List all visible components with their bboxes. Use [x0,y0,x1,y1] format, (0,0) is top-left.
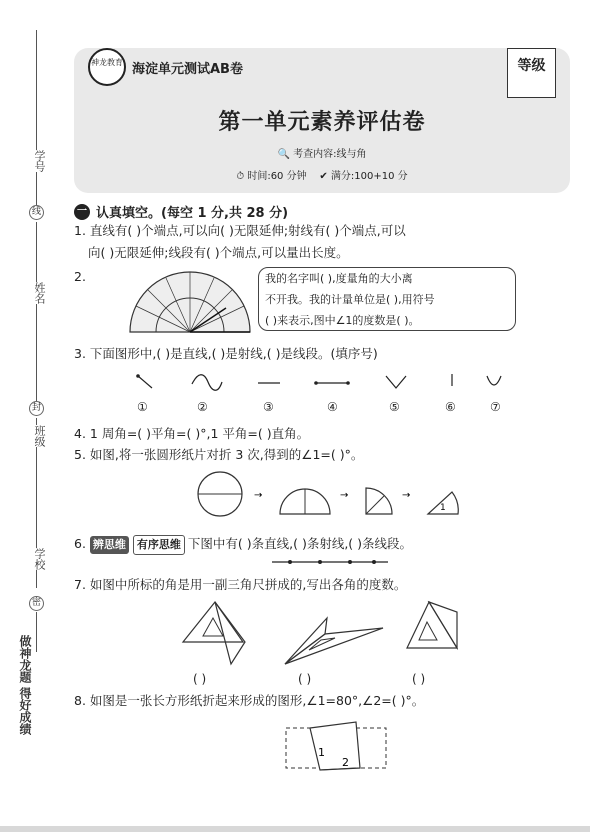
margin-line [36,222,37,402]
protractor-figure [126,268,254,338]
page-bottom-edge [0,826,590,832]
q3-option-1: ① [137,400,148,414]
brand-logo: 神龙教育 [88,48,126,86]
q5-angle-label: 1 [440,503,446,513]
protractor-speech-bubble: 我的名字叫( ),度量角的大小离 不开我。我的计量单位是( ),用符号 ( )来表示,图中∠1的度数是( )。 [258,267,516,331]
q3-text: 3. 下面图形中,( )是直线,( )是射线,( )是线段。(填序号) [74,346,378,361]
check-icon: ✔ [319,171,328,182]
tag-reasoning: 辨思维 [90,536,129,554]
margin-line [36,30,37,205]
grade-label: 等级 [517,58,546,74]
q3-option-5: ⑤ [389,400,400,414]
exam-scope: 🔍 考查内容:线与角 [277,149,367,160]
q3-option-2: ② [197,400,208,414]
q3-option-4: ④ [327,400,338,414]
brand [88,54,243,80]
tag-ordered-thinking: 有序思维 [133,535,185,555]
q8-folded-paper-figure [280,718,390,772]
q5-text: 5. 如图,将一张圆形纸片对折 3 次,得到的∠1=( )°。 [74,447,364,462]
q1-line2: 向( )无限延伸;线段有( )个端点,可以量出长度。 [88,245,349,260]
section-number: 一 [74,204,90,220]
q6-line-figure [270,556,390,568]
brand-series: 海淀单元测试AB卷 [132,61,243,77]
margin-slogan: 做神龙题 得好成绩 [18,635,32,736]
q3-figures [130,370,510,398]
q8-angle-1: 1 [318,746,325,759]
section-heading: 一 认真填空。(每空 1 分,共 28 分) [74,202,288,221]
grade-box [507,48,556,98]
q7-answer-2: ( ) [298,672,312,686]
q1-line1: 1. 直线有( )个端点,可以向( )无限延伸;射线有( )个端点,可以 [74,223,406,238]
label-class: 班级 [30,425,46,447]
q3-option-3: ③ [263,400,274,414]
seal-mark-seal: 封 [29,401,44,416]
q8-text: 8. 如图是一张长方形纸折起来形成的图形,∠1=80°,∠2=( )°。 [74,693,425,708]
q7-answer-1: ( ) [193,672,207,686]
q2-number: 2. [74,269,86,284]
svg-text:→: → [254,490,263,501]
svg-text:→: → [402,490,411,501]
page-title: 第一单元素养评估卷 [218,110,426,135]
margin-line [36,612,37,652]
q5-folding-figure [190,470,480,518]
q3-option-7: ⑦ [490,400,501,414]
q7-triangles-figure [175,598,475,670]
q8-angle-2: 2 [342,756,349,769]
clock-icon: ⏱ [236,171,245,182]
q4-text: 4. 1 周角=( )平角=( )°,1 平角=( )直角。 [74,426,310,441]
label-school: 学校 [30,548,46,570]
q6-line: 6. 辨思维 有序思维 下图中有( )条直线,( )条射线,( )条线段。 [74,535,412,555]
label-name: 姓名 [30,282,46,304]
svg-text:→: → [340,490,349,501]
seal-mark-secret: 密 [29,596,44,611]
q3-option-6: ⑥ [445,400,456,414]
search-icon: 🔍 [277,149,290,160]
seal-mark-line: 线 [29,205,44,220]
exam-info: ⏱ 时间:60 分钟 ✔ 满分:100+10 分 [236,171,408,182]
q7-text: 7. 如图中所标的角是用一副三角尺拼成的,写出各角的度数。 [74,577,407,592]
label-student-id: 学号 [30,150,46,172]
q7-answer-3: ( ) [412,672,426,686]
